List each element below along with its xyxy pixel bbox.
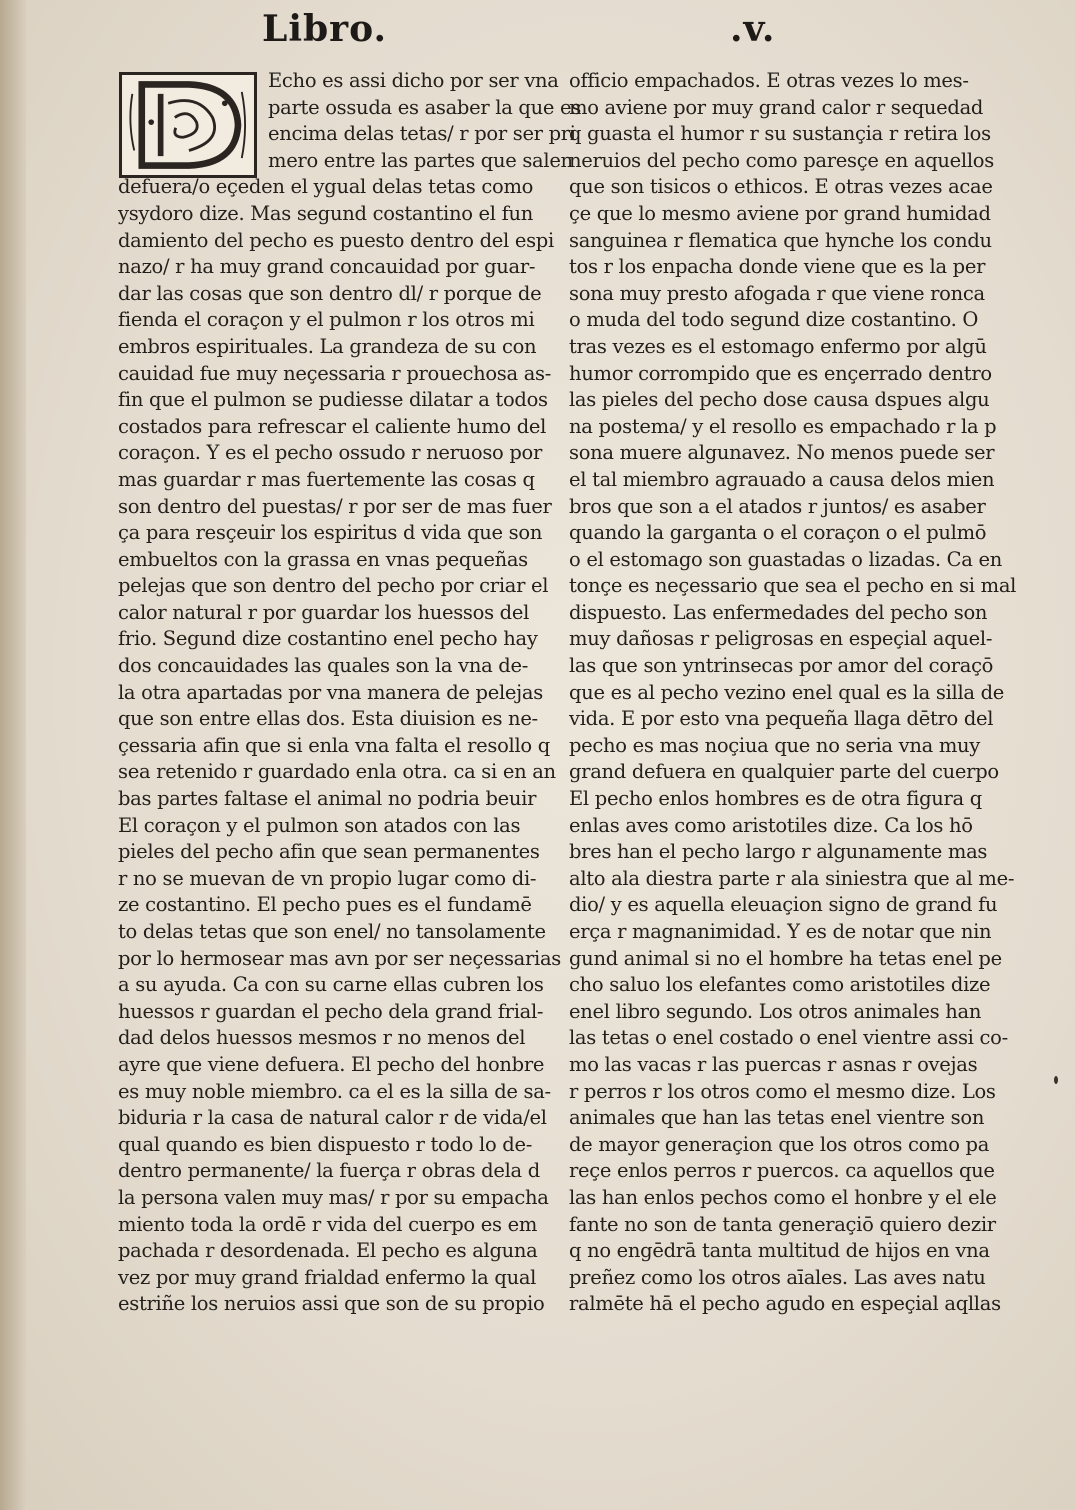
text-line: q guasta el humor r su sustançia r retira los bbox=[569, 122, 991, 146]
text-line: que son entre ellas dos. Esta diuision es ne- bbox=[118, 707, 538, 731]
text-line: bres han el pecho largo r algunamente mas bbox=[569, 840, 988, 864]
text-line: ralmēte hā el pecho agudo en espeçial aqllas bbox=[569, 1292, 1001, 1316]
text-line: grand defuera en qualquier parte del cuerpo bbox=[569, 760, 999, 784]
text-line: enlas aves como aristotiles dize. Ca los hō bbox=[569, 813, 973, 837]
text-line: El coraçon y el pulmon son atados con las bbox=[118, 813, 521, 837]
text-line: dispuesto. Las enfermedades del pecho son bbox=[569, 600, 988, 624]
text-line: sona muere algunavez. No menos puede ser bbox=[569, 441, 995, 465]
text-line: reçe enlos perros r puercos. ca aquellos que bbox=[569, 1159, 995, 1183]
running-head-left: Libro. bbox=[262, 8, 388, 50]
text-line: fante no son de tanta generaçiō quiero dezir bbox=[569, 1212, 996, 1236]
text-line: muy dañosas r peligrosas en espeçial aquel- bbox=[569, 627, 993, 651]
text-line: çessaria afin que si enla vna falta el resollo q bbox=[118, 733, 550, 757]
text-line: q no engēdrā tanta multitud de hijos en vna bbox=[569, 1239, 990, 1263]
text-line: sona muy presto afogada r que viene ronca bbox=[569, 281, 985, 305]
text-line: biduria r la casa de natural calor r de vida/el bbox=[118, 1106, 547, 1130]
text-line: las que son yntrinsecas por amor del coraçō bbox=[569, 654, 994, 678]
binding-gutter bbox=[0, 0, 26, 1510]
text-line: dar las cosas que son dentro dl/ r porque de bbox=[118, 281, 542, 305]
text-line: Echo es assi dicho por ser vna bbox=[268, 69, 559, 92]
text-line: mas guardar r mas fuertemente las cosas q bbox=[118, 467, 535, 491]
text-line: de mayor generaçion que los otros como pa bbox=[569, 1132, 990, 1156]
text-line: mo las vacas r las puercas r asnas r ovejas bbox=[569, 1052, 978, 1076]
text-line: neruios del pecho como paresçe en aquellos bbox=[569, 148, 994, 172]
text-line: miento toda la ordē r vida del cuerpo es em bbox=[118, 1212, 538, 1236]
text-line: qual quando es bien dispuesto r todo lo de- bbox=[118, 1132, 533, 1156]
text-line: na postema/ y el resollo es empachado r la p bbox=[569, 414, 997, 438]
text-line: vez por muy grand frialdad enfermo la qual bbox=[118, 1265, 537, 1289]
text-line: mo aviene por muy grand calor r sequedad bbox=[569, 95, 984, 119]
text-line: parte ossuda es asaber la que es bbox=[268, 95, 581, 119]
text-line: el tal miembro agrauado a causa delos mien bbox=[569, 467, 995, 491]
text-line: preñez como los otros aīales. Las aves natu bbox=[569, 1265, 986, 1289]
text-line: defuera/o eçeden el ygual delas tetas como bbox=[118, 175, 534, 199]
text-line: que son tisicos o ethicos. E otras vezes acae bbox=[569, 175, 993, 199]
text-line: embros espirituales. La grandeza de su con bbox=[118, 334, 537, 358]
text-line: tos r los enpacha donde viene que es la per bbox=[569, 255, 986, 279]
text-line: mero entre las partes que salen bbox=[268, 148, 573, 172]
text-line: erça r magnanimidad. Y es de notar que nin bbox=[569, 920, 992, 943]
text-line: bros que son a el atados r juntos/ es asaber bbox=[569, 494, 986, 518]
text-line: çe que lo mesmo aviene por grand humidad bbox=[569, 201, 991, 225]
text-line: dentro permanente/ la fuerça r obras dela d bbox=[118, 1159, 540, 1183]
text-line: gund animal si no el hombre ha tetas enel pe bbox=[569, 946, 1002, 970]
text-line: o muda del todo segund dize costantino. O bbox=[569, 308, 979, 332]
text-line: quando la garganta o el coraçon o el pulmō bbox=[569, 521, 987, 545]
text-line: vida. E por esto vna pequeña llaga dētro del bbox=[569, 707, 994, 731]
text-line: o el estomago son guastadas o lizadas. Ca en bbox=[569, 547, 1002, 571]
text-line: estriñe los neruios assi que son de su propio bbox=[118, 1292, 545, 1316]
text-line: r perros r los otros como el mesmo dize. Los bbox=[569, 1079, 996, 1103]
text-line: animales que han las tetas enel vientre son bbox=[569, 1106, 985, 1130]
text-line: costados para refrescar el caliente humo del bbox=[118, 414, 547, 438]
text-line: son dentro del puestas/ r por ser de mas fuer bbox=[118, 494, 552, 518]
text-line: ayre que viene defuera. El pecho del honbre bbox=[118, 1052, 545, 1076]
text-line: pachada r desordenada. El pecho es alguna bbox=[118, 1239, 538, 1263]
text-line: ysydoro dize. Mas segund costantino el fun bbox=[118, 201, 534, 225]
text-line: sea retenido r guardado enla otra. ca si en an bbox=[118, 760, 556, 784]
paper-blemish bbox=[1054, 1076, 1058, 1084]
text-line: humor corrompido que es ençerrado dentro bbox=[569, 361, 992, 385]
text-line: bas partes faltase el animal no podria beuir bbox=[118, 787, 537, 811]
text-line: ze costantino. El pecho pues es el fundamē bbox=[118, 893, 532, 917]
text-column-left bbox=[118, 68, 581, 1318]
text-line: pelejas que son dentro del pecho por criar el bbox=[118, 574, 549, 598]
text-line: coraçon. Y es el pecho ossudo r neruoso por bbox=[118, 441, 543, 465]
text-line: embueltos con la grassa en vnas pequeñas bbox=[118, 547, 528, 571]
text-line: fin que el pulmon se pudiesse dilatar a todos bbox=[118, 388, 548, 412]
text-line: es muy noble miembro. ca el es la silla de sa- bbox=[118, 1079, 551, 1103]
text-line: la otra apartadas por vna manera de pelejas bbox=[118, 680, 543, 704]
text-line: tonçe es neçessario que sea el pecho en si mal bbox=[569, 574, 1017, 598]
text-line: tras vezes es el estomago enfermo por algū bbox=[569, 334, 987, 358]
text-line: a su ayuda. Ca con su carne ellas cubren los bbox=[118, 973, 544, 997]
text-line: cauidad fue muy neçessaria r prouechosa as- bbox=[118, 361, 552, 385]
text-line: alto ala diestra parte r ala siniestra que al me- bbox=[569, 866, 1015, 890]
text-line: nazo/ r ha muy grand concauidad por guar- bbox=[118, 255, 536, 279]
text-line: pieles del pecho afin que sean permanentes bbox=[118, 840, 540, 864]
text-line: officio empachados. E otras vezes lo mes- bbox=[569, 69, 969, 92]
text-line: El pecho enlos hombres es de otra figura q bbox=[569, 787, 982, 811]
text-line: fienda el coraçon y el pulmon r los otros mi bbox=[118, 308, 535, 332]
text-line: dos concauidades las quales son la vna de- bbox=[118, 654, 529, 678]
text-column-right bbox=[569, 68, 1017, 1318]
text-line: enel libro segundo. Los otros animales han bbox=[569, 999, 982, 1023]
text-line: que es al pecho vezino enel qual es la silla de bbox=[569, 680, 1005, 704]
text-line: huessos r guardan el pecho dela grand frial- bbox=[118, 999, 544, 1023]
text-line: sanguinea r flematica que hynche los condu bbox=[569, 228, 992, 252]
text-line: por lo hermosear mas avn por ser neçessarias bbox=[118, 946, 561, 970]
text-line: encima delas tetas/ r por ser pri bbox=[268, 122, 576, 146]
running-head-right: .v. bbox=[730, 8, 776, 50]
text-line: damiento del pecho es puesto dentro del espi bbox=[118, 228, 554, 252]
text-line: ça para resçeuir los espiritus d vida que son bbox=[118, 521, 543, 545]
text-line: las pieles del pecho dose causa dspues algu bbox=[569, 388, 990, 412]
text-line: dio/ y es aquella eleuaçion signo de grand fu bbox=[569, 893, 998, 917]
text-line: las han enlos pechos como el honbre y el ele bbox=[569, 1185, 997, 1209]
text-line: las tetas o enel costado o enel vientre assi co- bbox=[569, 1026, 1008, 1050]
text-line: r no se muevan de vn propio lugar como di- bbox=[118, 866, 537, 890]
text-line: frio. Segund dize costantino enel pecho hay bbox=[118, 627, 538, 651]
text-line: la persona valen muy mas/ r por su empacha bbox=[118, 1185, 549, 1209]
text-line: pecho es mas noçiua que no seria vna muy bbox=[569, 733, 981, 757]
text-line: dad delos huessos mesmos r no menos del bbox=[118, 1026, 526, 1050]
text-line: to delas tetas que son enel/ no tansolamente bbox=[118, 920, 546, 943]
text-line: calor natural r por guardar los huessos del bbox=[118, 600, 530, 624]
text-line: cho saluo los elefantes como aristotiles dize bbox=[569, 973, 991, 997]
